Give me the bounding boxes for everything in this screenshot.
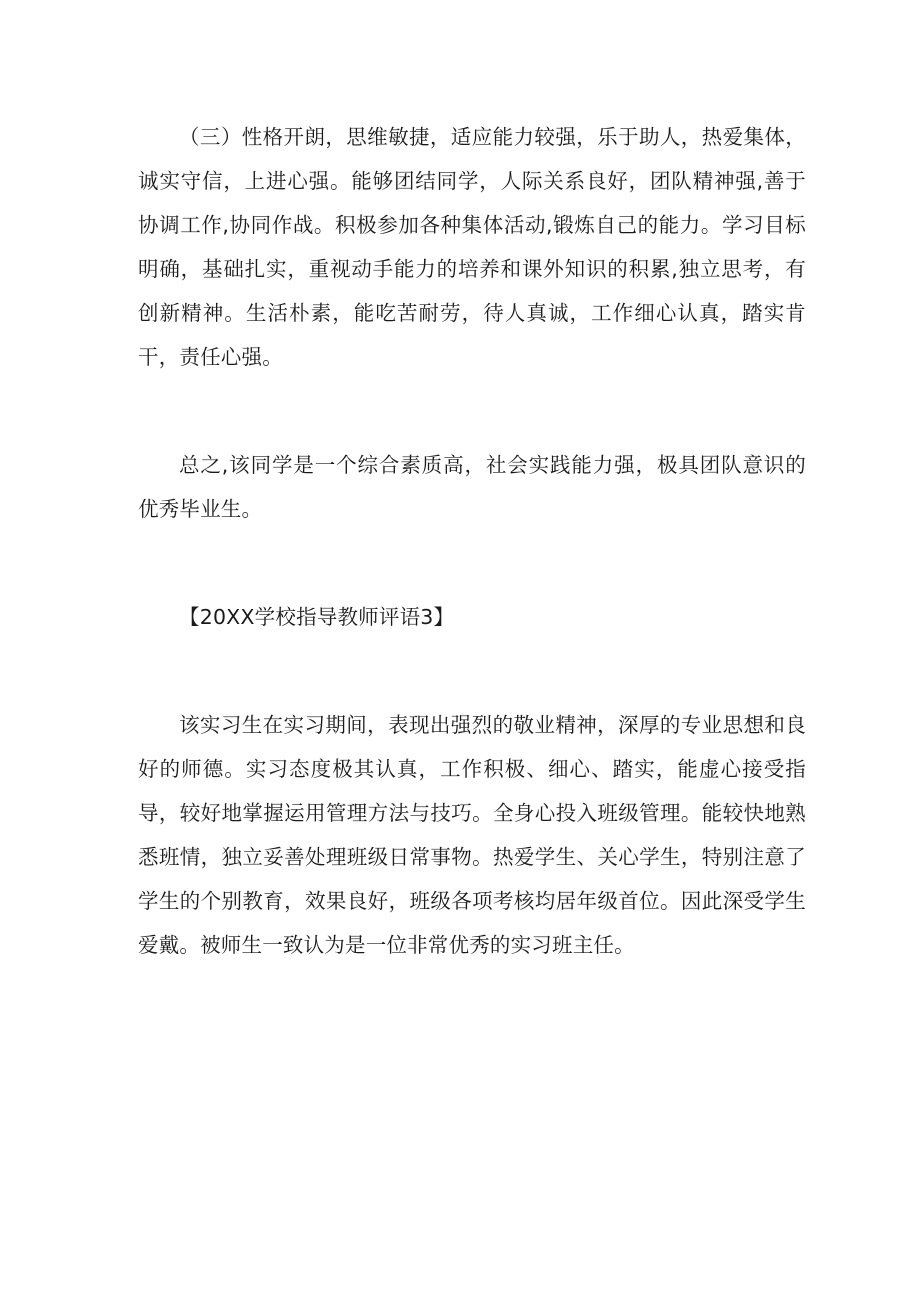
paragraph-personality: （三）性格开朗，思维敏捷，适应能力较强，乐于助人，热爱集体，诚实守信，上进心强。能够团结同学，人际关系良好，团队精神强,善于协调工作,协同作战。积极参加各种集体活动,锻炼自己的能力。学习目标明确，基础扎实，重视动手能力的培养和课外知识的积累,独立思考，有创新精神。生活朴素，能吃苦耐劳，待人真诚，工作细心认真，踏实肯干，责任心强。 [138, 125, 806, 369]
paragraph-summary: 总之,该同学是一个综合素质高，社会实践能力强，极具团队意识的优秀毕业生。 [138, 453, 806, 521]
paragraph-spacer [138, 639, 806, 703]
paragraph-spacer [138, 379, 806, 443]
document-body [138, 115, 806, 967]
section-heading: 【20XX学校指导教师评语3】 [179, 605, 455, 629]
paragraph-spacer [138, 531, 806, 595]
paragraph-internship-evaluation: 该实习生在实习期间，表现出强烈的敬业精神，深厚的专业思想和良好的师德。实习态度极其认真，工作积极、细心、踏实，能虚心接受指导，较好地掌握运用管理方法与技巧。全身心投入班级管理。能较快地熟悉班情，独立妥善处理班级日常事物。热爱学生、关心学生，特别注意了学生的个别教育，效果良好，班级各项考核均居年级首位。因此深受学生爱戴。被师生一致认为是一位非常优秀的实习班主任。 [138, 713, 806, 957]
